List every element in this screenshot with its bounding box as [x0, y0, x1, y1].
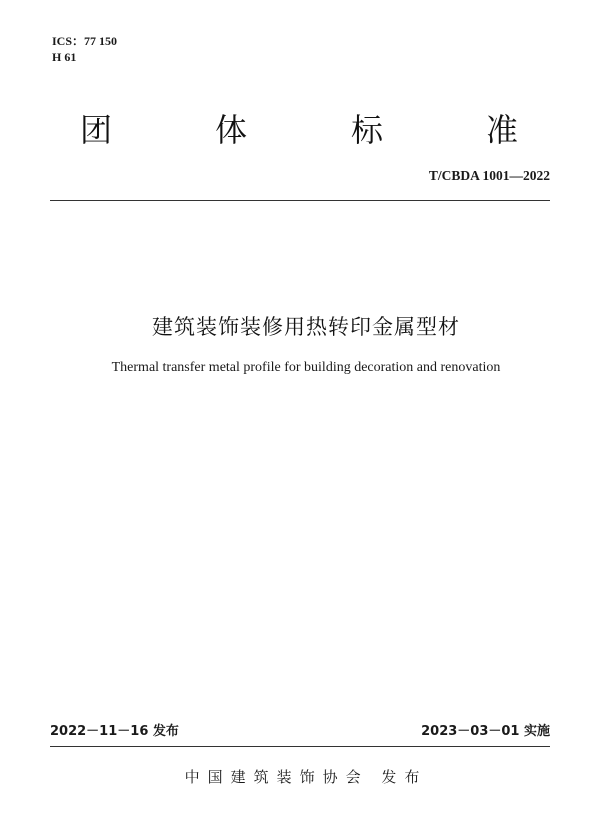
- standard-type-char-4: 准: [486, 111, 519, 149]
- document-title-english: Thermal transfer metal profile for building decoration and renovation: [111, 360, 501, 375]
- header-divider: [50, 200, 550, 201]
- ccs-code: H 61: [52, 50, 77, 64]
- ics-code: ICS：77 150: [52, 34, 118, 48]
- standard-type-char-2: 体: [215, 111, 248, 149]
- standard-number: T/CBDA 1001—2022: [428, 168, 550, 183]
- standard-type-char-1: 团: [80, 111, 113, 149]
- publisher: 中国建筑装饰协会 发布: [184, 768, 428, 786]
- issue-date: 2022－11－16 发布: [50, 724, 179, 739]
- implementation-date: 2023－03－01 实施: [421, 724, 550, 739]
- classification-codes: [52, 33, 117, 65]
- standard-type-char-3: 标: [351, 111, 384, 149]
- document-title-chinese: 建筑装饰装修用热转印金属型材: [152, 315, 460, 339]
- footer-divider: [50, 746, 550, 747]
- standard-type-heading: [0, 108, 612, 158]
